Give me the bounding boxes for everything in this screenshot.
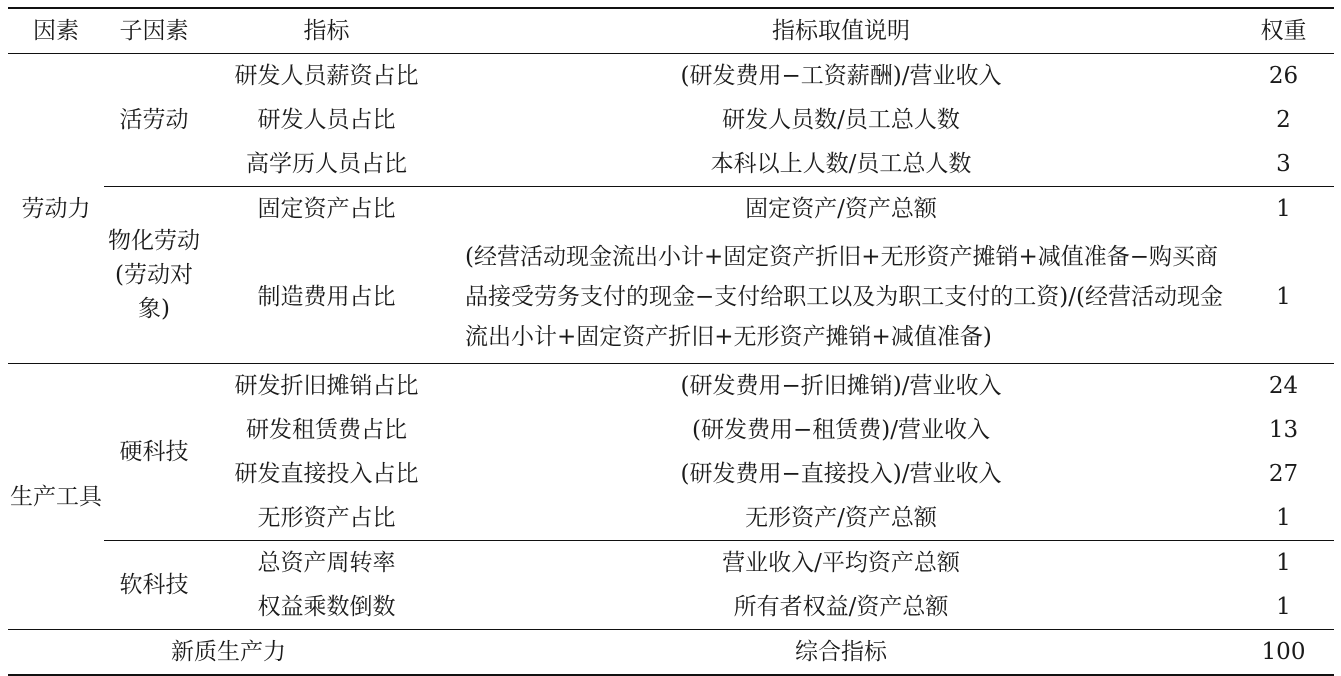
table-row (8, 408, 1334, 452)
factor-labor: 劳动力 (21, 195, 91, 222)
table-row (8, 98, 1334, 142)
table-row (8, 452, 1334, 496)
weight-cell: 3 (1276, 151, 1291, 177)
weight-cell: 1 (1276, 594, 1291, 620)
table-row (8, 364, 1334, 409)
total-description: 综合指标 (795, 639, 887, 665)
table-row (8, 585, 1334, 630)
subfactor-hard-tech: 硬科技 (119, 439, 189, 465)
total-row (8, 630, 1334, 676)
total-label: 新质生产力 (171, 639, 286, 665)
header-description: 指标取值说明 (772, 18, 910, 44)
subfactor-live-labor: 活劳动 (119, 107, 189, 133)
description-cell: (经营活动现金流出小计+固定资产折旧+无形资产摊销+减值准备−购买商品接受劳务支付的现金−支付给职工以及为职工支付的工资)/(经营活动现金流出小计+固定资产折旧+无形资产摊销+减值准备) (465, 244, 1223, 350)
indicator-cell: 研发折旧摊销占比 (234, 373, 419, 399)
description-cell: 营业收入/平均资产总额 (449, 541, 1233, 586)
indicator-cell: 研发人员薪资占比 (234, 63, 419, 89)
table-row (8, 541, 1334, 586)
indicator-cell: 研发租赁费占比 (246, 417, 407, 443)
description-cell: (研发费用−折旧摊销)/营业收入 (680, 373, 1002, 399)
indicator-cell: 研发人员占比 (257, 107, 396, 133)
indicator-cell: 无形资产占比 (257, 505, 396, 531)
description-cell: 固定资产/资产总额 (449, 187, 1233, 232)
indicator-cell: 制造费用占比 (257, 284, 396, 310)
total-weight: 100 (1261, 639, 1306, 665)
weight-cell: 27 (1268, 461, 1299, 487)
indicator-cell: 研发直接投入占比 (234, 461, 419, 487)
description-cell: 无形资产/资产总额 (745, 505, 937, 531)
weight-cell: 1 (1276, 505, 1291, 531)
indicator-cell: 权益乘数倒数 (257, 594, 396, 620)
description-cell: (研发费用−直接投入)/营业收入 (680, 461, 1002, 487)
subfactor-materialized-labor: 物化劳动(劳动对象) (104, 187, 204, 364)
table-row (8, 142, 1334, 187)
weight-cell: 26 (1268, 63, 1299, 89)
indicator-cell: 固定资产占比 (204, 187, 449, 232)
subfactor-soft-tech: 软科技 (104, 541, 204, 630)
header-factor: 因素 (33, 18, 79, 44)
header-weight: 权重 (1260, 18, 1307, 44)
description-cell: 所有者权益/资产总额 (733, 594, 949, 620)
description-cell: (研发费用−工资薪酬)/营业收入 (680, 63, 1002, 89)
description-cell: 本科以上人数/员工总人数 (710, 151, 972, 177)
description-cell: 研发人员数/员工总人数 (722, 107, 960, 133)
header-row (8, 8, 1334, 54)
indicator-table (8, 7, 1334, 676)
header-subfactor: 子因素 (119, 18, 189, 44)
weight-cell: 1 (1233, 541, 1334, 586)
table-row (8, 231, 1334, 364)
weight-cell: 24 (1268, 373, 1299, 399)
table-row (8, 54, 1334, 99)
weight-cell: 1 (1233, 187, 1334, 232)
description-cell: (研发费用−租赁费)/营业收入 (692, 417, 990, 443)
indicator-cell: 高学历人员占比 (246, 151, 407, 177)
table-row (8, 496, 1334, 541)
weight-cell: 2 (1276, 107, 1291, 133)
weight-cell: 13 (1268, 417, 1299, 443)
factor-tools: 生产工具 (10, 483, 102, 510)
weight-cell: 1 (1276, 284, 1291, 310)
table-row (8, 187, 1334, 232)
header-indicator: 指标 (303, 18, 350, 44)
indicator-cell: 总资产周转率 (204, 541, 449, 586)
